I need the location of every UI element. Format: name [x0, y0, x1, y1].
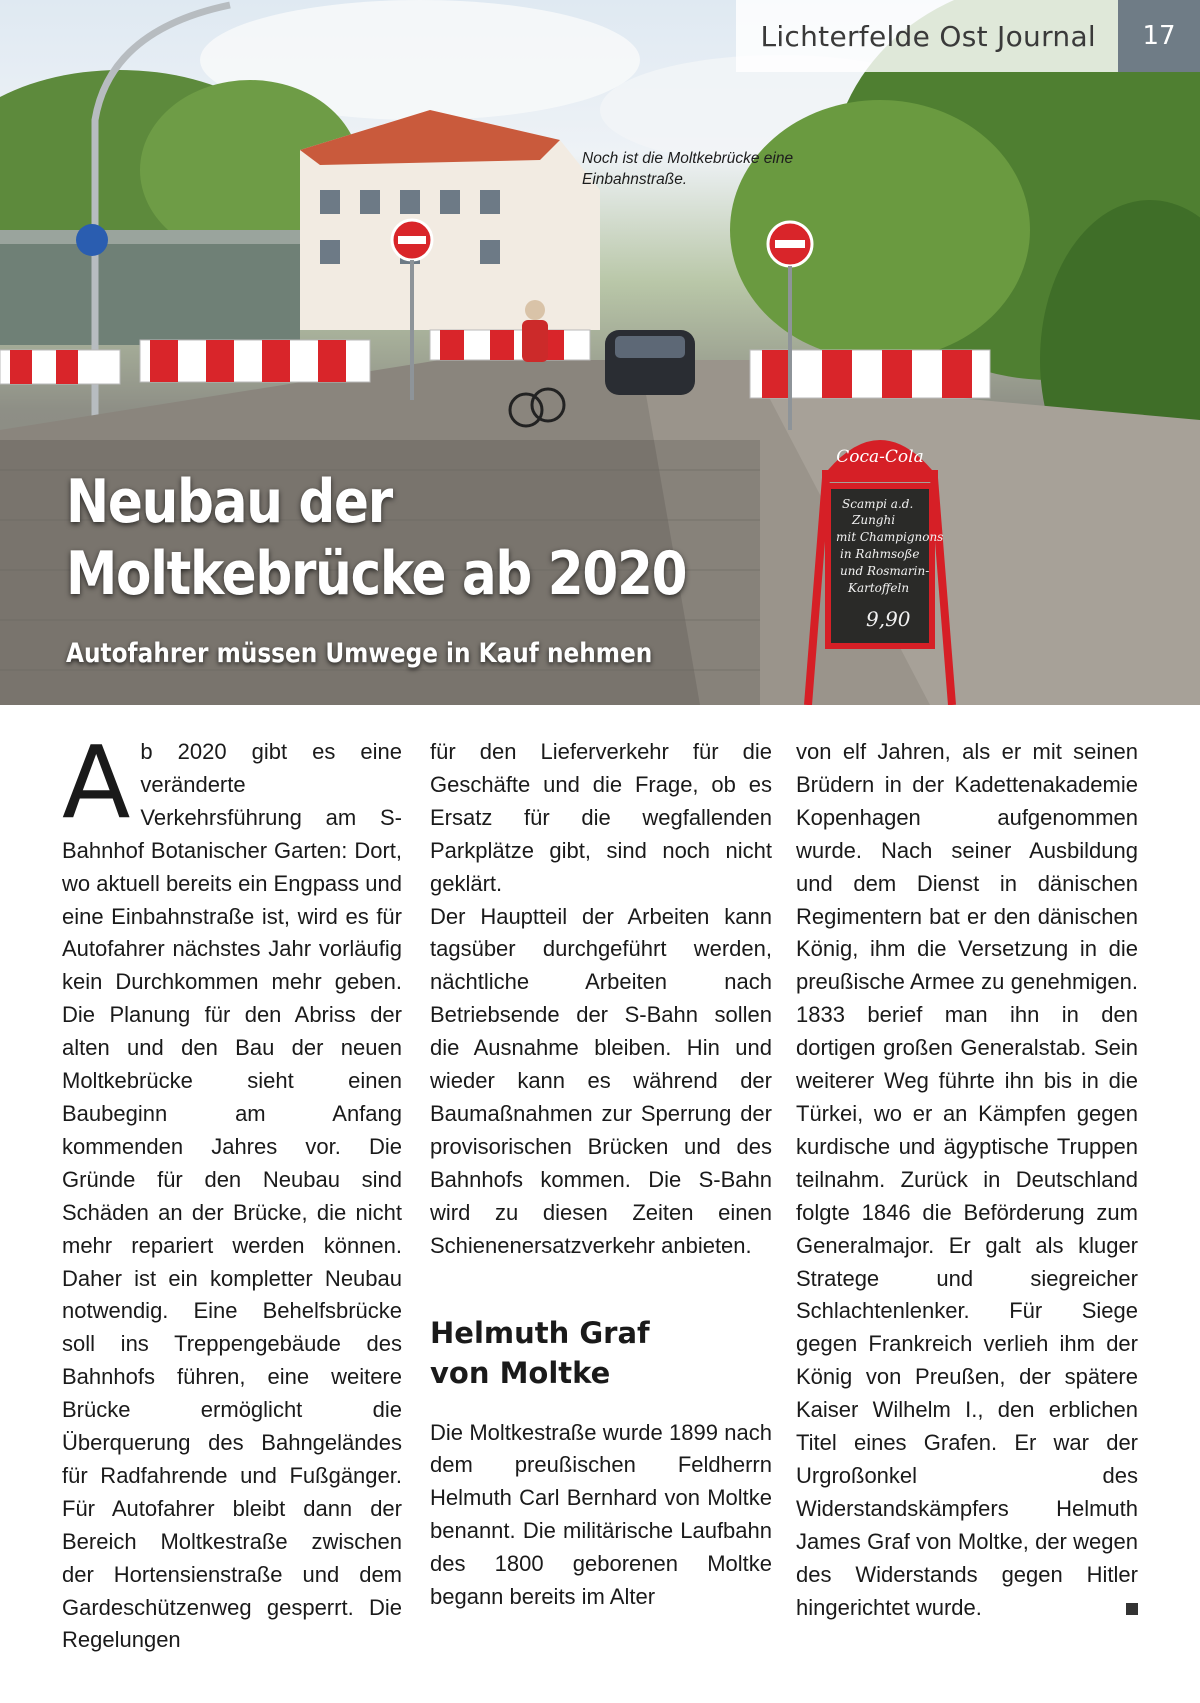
svg-text:Zunghi: Zunghi	[852, 513, 896, 527]
svg-text:9,90: 9,90	[866, 607, 911, 631]
text-column-1	[62, 724, 402, 1657]
drop-cap: A	[62, 724, 131, 841]
hero-photo	[0, 0, 1200, 705]
section-heading	[430, 1313, 772, 1393]
section-heading-line-1: Helmuth Graf	[430, 1315, 650, 1350]
svg-text:Kartoffeln: Kartoffeln	[848, 581, 910, 595]
paragraph-moltke-bio: von elf Jahren, als er mit seinen Brüdern in der Kadettenakademie Kopenhagen aufgenommen wurde. Nach seiner Ausbildung und dem Dienst in dänischen Regimentern bat er den dänischen König, ihm die Versetzung in die preußische Armee zu genehmigen. 1833 berief man ihn in den dortigen großen Generalstab. Sein weiterer Weg führte ihn bis in die Türkei, wo er an Kämpfen gegen kurdische und ägyptische Truppen teilnahm. Zurück in Deutschland folgte 1846 die Beförderung zum Generalmajor. Er galt als kluger Stratege und siegreicher Schlachtenlenker. Für Siege gegen Frankreich verlieh ihm der König von Preußen, der spätere Kaiser Wilhelm I., den erblichen Titel eines Grafen. Er war der Urgroßonkel des Widerstandskämpfers Helmuth James Graf von Moltke, der wegen des Widerstands gegen Hitler hingerichtet wurde.	[796, 739, 1138, 1620]
headline-line-2: Moltkebrücke ab 2020	[66, 539, 687, 609]
svg-text:Scampi a.d.: Scampi a.d.	[842, 497, 914, 511]
end-of-article-square-icon	[1126, 1603, 1138, 1615]
section-heading-line-2: von Moltke	[430, 1355, 611, 1390]
text-column-2	[430, 736, 772, 1614]
paragraph-moltke-intro: Die Moltkestraße wurde 1899 nach dem preußischen Feldherrn Helmuth Carl Bernhard von Moltke benannt. Die militärische Laufbahn des 1800 geborenen Moltke begann bereits im Alter	[430, 1419, 772, 1610]
paragraph-delivery: für den Lieferverkehr für die Geschäfte und die Frage, ob es Ersatz für die wegfallenden Parkplätze gibt, sind noch nicht geklärt.	[430, 739, 772, 896]
svg-text:und Rosmarin-: und Rosmarin-	[840, 564, 930, 578]
journal-title: Lichterfelde Ost Journal	[736, 0, 1118, 72]
svg-text:mit Champignons: mit Champignons	[836, 530, 944, 544]
paragraph-intro: b 2020 gibt es eine veränderte Verkehrsführung am S-Bahnhof Botanischer Garten: Dort, wo aktuell bereits ein Engpass und eine Einbahnstraße ist, wird es für Autofahrer nächstes Jahr vorläufig kein Durchkommen mehr geben. Die Planung für den Abriss der alten und den Bau der neuen Moltkebrücke sieht einen Baubeginn am Anfang kommenden Jahres vor. Die Gründe für den Neubau sind Schäden an der Brücke, die nicht mehr repariert werden können. Daher ist ein kompletter Neubau notwendig. Eine Behelfsbrücke soll ins Treppengebäude des Bahnhofs führen, eine weitere Brücke ermöglicht die Überquerung des Bahngeländes für Radfahrende und Fußgänger. Für Autofahrer bleibt dann der Bereich Moltkestraße zwischen der Hortensienstraße und dem Gardeschützenweg gesperrt. Die Regelungen	[62, 739, 402, 1653]
page-header	[736, 0, 1200, 72]
headline-line-1: Neubau der	[66, 467, 392, 537]
paragraph-works: Der Hauptteil der Arbeiten kann tagsüber durchgeführt werden, nächtliche Arbeiten nach Betriebsende der S-Bahn sollen die Ausnahme bleiben. Hin und wieder kann es während der Baumaßnahmen zur Sperrung der provisorischen Brücken und des Bahnhofs kommen. Die S-Bahn wird zu diesen Zeiten einen Schienenersatzverkehr anbieten.	[430, 903, 772, 1258]
photo-caption: Noch ist die Moltkebrücke eine Einbahnstraße.	[582, 150, 794, 188]
article-subheadline: Autofahrer müssen Umwege in Kauf nehmen	[66, 638, 653, 669]
page-number: 17	[1118, 0, 1200, 72]
article-headline	[66, 466, 720, 610]
svg-text:Coca-Cola: Coca-Cola	[836, 447, 924, 467]
text-column-3	[796, 736, 1138, 1624]
svg-text:in Rahmsoße: in Rahmsoße	[840, 547, 920, 561]
